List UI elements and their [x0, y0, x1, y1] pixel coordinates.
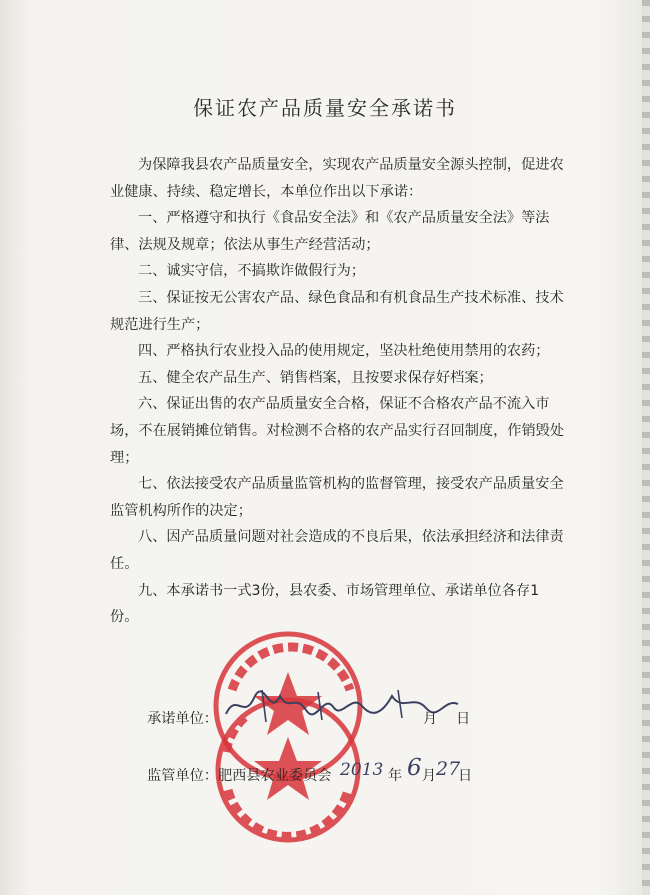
supervisor-label: 监管单位：: [147, 768, 218, 784]
document-title: 保证农产品质量安全承诺书: [193, 96, 457, 120]
clause-6: 六、保证出售的农产品质量安全合格，保证不合格农产品不流入市场，不在展销摊位销售。对检测不合格的农产品实行召回制度，作销毁处理；: [110, 396, 565, 466]
clause-5: 五、健全农产品生产、销售档案，且按要求保存好档案；: [138, 369, 493, 386]
handwritten-month: 6: [407, 755, 422, 781]
handwritten-day: 27: [436, 758, 461, 780]
handwritten-year: 2013: [340, 760, 384, 780]
clause-1: 一、严格遵守和执行《食品安全法》和《农产品质量安全法》等法律、法规及规章；依法从事生产经营活动；: [110, 210, 550, 253]
clause-9: 九、本承诺书一式3份，县农委、市场管理单位、承诺单位各存1份。: [110, 582, 540, 626]
pledger-row: [147, 708, 218, 728]
clause-3: 三、保证按无公害农产品、绿色食品和有机食品生产技术标准、技术规范进行生产；: [110, 289, 564, 333]
clause-8: 八、因产品质量问题对社会造成的不良后果，依法承担经济和法律责任。: [110, 529, 564, 572]
pledger-label: 承诺单位：: [147, 711, 218, 727]
clause-4: 四、严格执行农业投入品的使用规定，坚决杜绝使用禁用的农药；: [138, 343, 550, 360]
pledger-day-char: 日: [456, 711, 471, 727]
pledger-month-char: 月: [423, 711, 438, 727]
day-char: 日: [458, 768, 473, 784]
month-char: 月: [422, 768, 437, 784]
clause-2: 二、诚实守信，不搞欺诈做假行为；: [138, 263, 366, 280]
supervisor-name: 肥西县农业委员会: [217, 768, 332, 784]
paragraph-intro: 为保障我县农产品质量安全，实现农产品质量安全源头控制，促进农业健康、持续、稳定增长，本单位作出以下承诺：: [110, 157, 564, 200]
clause-7: 七、依法接受农产品质量监管机构的监督管理，接受农产品质量安全监管机构所作的决定；: [110, 476, 564, 519]
supervisor-row: [147, 765, 331, 785]
year-char: 年: [388, 768, 403, 784]
